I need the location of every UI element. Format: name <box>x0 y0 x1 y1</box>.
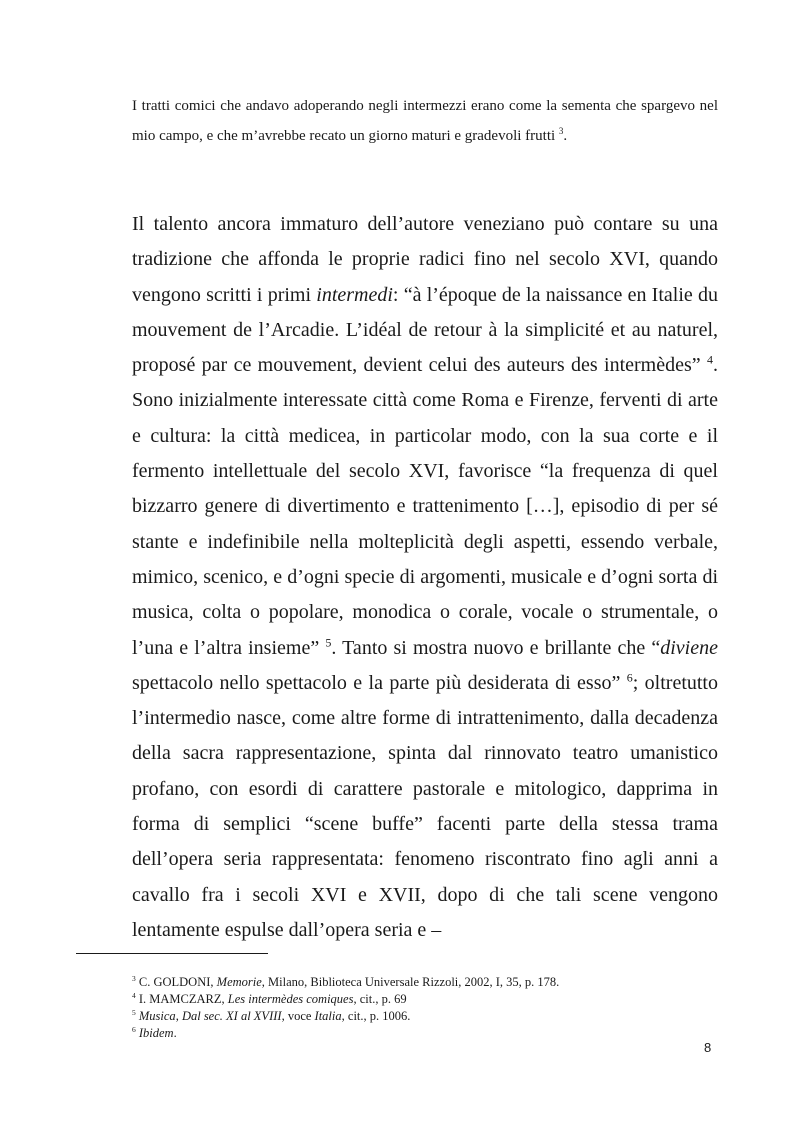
body-paragraph: Il talento ancora immaturo dell’autore veneziano può contare su una tradizione che affonda le proprie radici fino nel secolo XVI, quando vengono scritti i primi intermedi: “à l’époque de la naissance en Italie du mouvement de l’Arcadie. L’idéal de retour à la simplicité et au naturel, proposé par ce mouvement, devient celui des auteurs des intermèdes” $^4$. Sono inizialmente interessate città come Roma e Firenze, ferventi di arte e cultura: la città medicea, in particolar modo, con la sua corte e il fermento intellettuale del secolo XVI, favorisce “la frequenza di quel bizzarro genere di divertimento e trattenimento […], episodio di per sé stante e indefinibile nella molteplicità degli aspetti, essendo verbale, mimico, scenico, e d’ogni specie di argomenti, musicale e d’ogni sorta di musica, colta o popolare, monodica o corale, vocale o strumentale, o l’una e l’altra insieme” $^5$. Tanto si mostra nuovo e brillante che “diviene spettacolo nello spettacolo e la parte più desiderata di esso” $^6$; oltretutto l’intermedio nasce, come altre forme di intrattenimento, dalla decadenza della sacra rappresentazione, spinta dal rinnovato teatro umanistico profano, con esordi di carattere pastorale e mitologico, dapprima in forma di semplici “scene buffe” facenti parte della stessa trama dell’opera seria rappresentata: fenomeno riscontrato fino agli anni a cavallo fra i secoli XVI e XVII, dopo di che tali scene vengono lentamente espulse dall’opera seria e – <box>132 213 719 941</box>
footnote-ref-4: 4 <box>707 352 713 367</box>
footnote-ref-5: 5 <box>325 634 332 649</box>
footnote-6: $^6$ Ibidem. <box>132 1024 177 1040</box>
footnote-3: $^3$ C. GOLDONI, Memorie, Milano, Biblioteca Universale Rizzoli, 2002, I, 35, p. 178. <box>132 973 560 989</box>
footnote-5: $^5$ Musica, Dal sec. XI al XVIII, voce Italia, cit., p. 1006. <box>132 1007 411 1023</box>
footnote-separator <box>76 953 268 954</box>
page-number: 8 <box>704 1040 712 1055</box>
footnotes <box>132 974 732 1042</box>
footnote-ref-6: 6 <box>626 670 633 685</box>
footnote-4: $^4$ I. MAMCZARZ, Les intermèdes comiques, cit., p. 69 <box>132 990 407 1006</box>
footnote-ref-3: 3 <box>558 126 564 136</box>
block-quote: I tratti comici che andavo adoperando negli intermezzi erano come la sementa che spargevo nel mio campo, e che m’avrebbe recato un giorno maturi e gradevoli frutti $^3$. <box>132 98 718 144</box>
